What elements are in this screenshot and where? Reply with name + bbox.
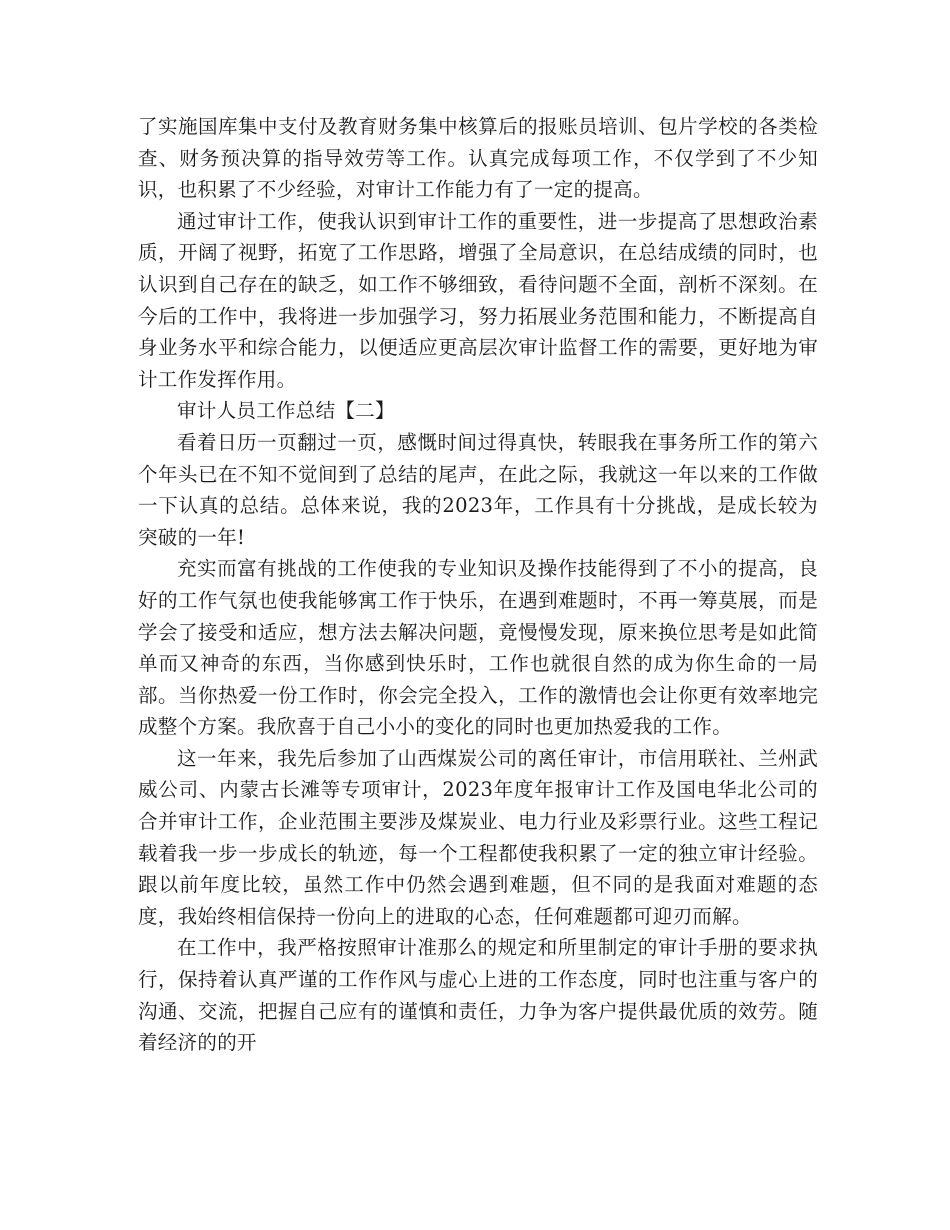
paragraph-year-summary: 看着日历一页翻过一页，感慨时间过得真快，转眼我在事务所工作的第六个年头已在不知不觉间到了总结的尾声，在此之际，我就这一年以来的工作做一下认真的总结。总体来说，我的2023年，工作具有十分挑战，是成长较为突破的一年!	[138, 430, 818, 549]
section-heading: 审计人员工作总结【二】	[177, 399, 395, 423]
paragraph-challenging-work: 充实而富有挑战的工作使我的专业知识及操作技能得到了不小的提高，良好的工作气氛也使我能够寓工作于快乐，在遇到难题时，不再一筹莫展，而是学会了接受和适应，想方法去解决问题，竟慢慢发现，原来换位思考是如此简单而又神奇的东西，当你感到快乐时，工作也就很自然的成为你生命的一局部。当你热爱一份工作时，你会完全投入，工作的激情也会让你更有效率地完成整个方案。我欣喜于自己小小的变化的同时也更加热爱我的工作。	[138, 557, 818, 739]
document-body	[138, 111, 818, 1059]
paragraph-audit-reflection: 通过审计工作，使我认识到审计工作的重要性，进一步提高了思想政治素质，开阔了视野，拓宽了工作思路，增强了全局意识，在总结成绩的同时，也认识到自己存在的缺乏，如工作不够细致，看待问题不全面，剖析不深刻。在今后的工作中，我将进一步加强学习，努力拓展业务范围和能力，不断提高自身业务水平和综合能力，以便适应更高层次审计监督工作的需要，更好地为审计工作发挥作用。	[138, 209, 818, 391]
paragraph-work-attitude: 在工作中，我严格按照审计准那么的规定和所里制定的审计手册的要求执行，保持着认真严谨的工作作风与虚心上进的工作态度，同时也注重与客户的沟通、交流，把握自己应有的谨慎和责任，力争为客户提供最优质的效劳。随着经济的的开	[138, 936, 818, 1055]
paragraph-continuation: 了实施国库集中支付及教育财务集中核算后的报账员培训、包片学校的各类检查、财务预决算的指导效劳等工作。认真完成每项工作，不仅学到了不少知识，也积累了不少经验，对审计工作能力有了一定的提高。	[138, 115, 818, 202]
paragraph-projects: 这一年来，我先后参加了山西煤炭公司的离任审计，市信用联社、兰州武威公司、内蒙古长滩等专项审计，2023年度年报审计工作及国电华北公司的合并审计工作，企业范围主要涉及煤炭业、电力行业及彩票行业。这些工程记载着我一步一步成长的轨迹，每一个工程都使我积累了一定的独立审计经验。跟以前年度比较，虽然工作中仍然会遇到难题，但不同的是我面对难题的态度，我始终相信保持一份向上的进取的心态，任何难题都可迎刃而解。	[138, 746, 818, 928]
